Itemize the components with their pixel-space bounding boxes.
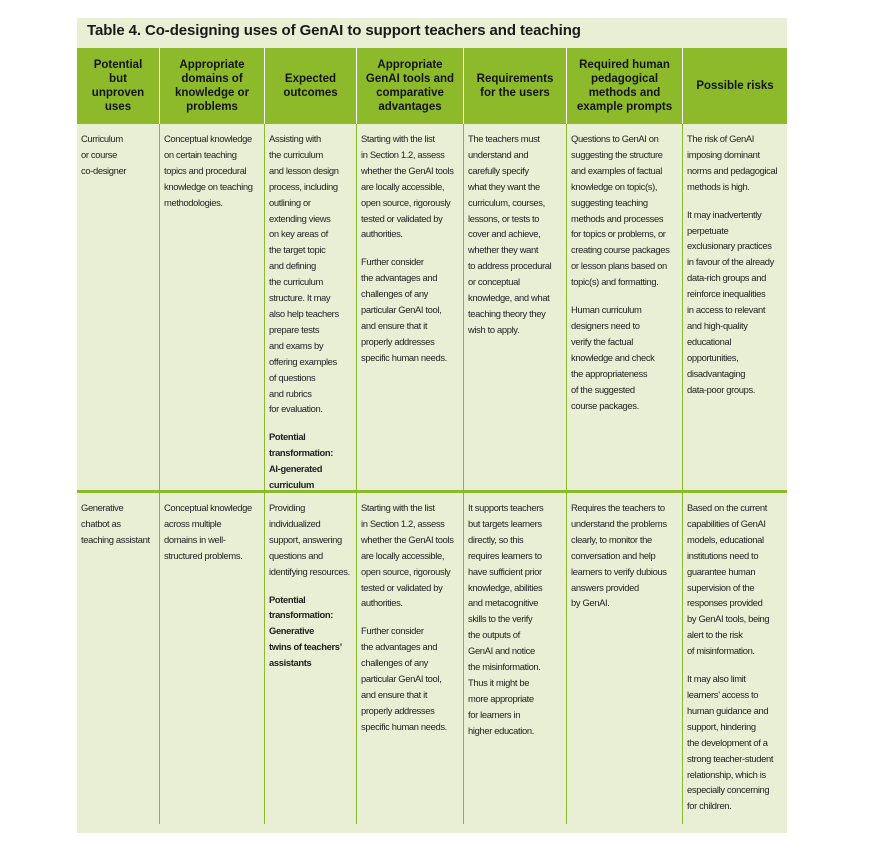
header-expected-outcomes <box>264 48 356 124</box>
cell-line: It supports teachers <box>468 502 544 513</box>
cell-line: supervision of the <box>687 581 755 593</box>
cell-line: norms and pedagogical <box>687 164 778 176</box>
header-pedagogical-methods <box>566 48 682 124</box>
cell-line: Questions to GenAI on <box>571 133 659 144</box>
cell-line: the appropriateness <box>571 367 648 379</box>
cell-line: perpetuate <box>687 224 729 236</box>
cell-line: knowledge on teaching <box>164 180 253 192</box>
cell-line: cover and achieve, <box>468 228 541 240</box>
paragraph-gap <box>269 580 353 592</box>
cell-line: challenges of any <box>361 288 429 300</box>
cell-line: domains in well- <box>164 533 226 545</box>
cell-line: Starting with the list <box>361 502 435 513</box>
cell-line: Thus it might be <box>468 676 530 688</box>
cell-line: topics and procedural <box>164 164 247 176</box>
header-line: problems <box>186 101 238 113</box>
cell-row1-potential-uses <box>77 124 159 493</box>
cell-line: Based on the current <box>687 502 768 513</box>
cell-line: clearly, to monitor the <box>571 533 652 545</box>
header-line: GenAI tools and <box>365 73 455 85</box>
paragraph-gap <box>361 611 460 623</box>
cell-line: are locally accessible, <box>361 180 445 192</box>
header-user-requirements <box>463 48 566 124</box>
header-line: comparative <box>376 87 444 99</box>
cell-line: and examples of factual <box>571 164 662 176</box>
cell-line: questions and <box>269 549 323 561</box>
cell-line: opportunities, <box>687 351 739 363</box>
cell-line: understand the problems <box>571 517 667 529</box>
cell-line: course packages. <box>571 399 639 411</box>
cell-line: the target topic <box>269 244 326 256</box>
cell-line: GenAI and notice <box>468 645 535 657</box>
cell-line: extending views <box>269 212 331 224</box>
cell-line: for learners in <box>468 708 521 720</box>
header-potential-uses <box>77 48 159 124</box>
header-line: unproven <box>91 87 145 99</box>
cell-line: the misinformation. <box>468 661 541 673</box>
cell-line: Starting with the list <box>361 133 435 144</box>
paragraph-gap <box>269 417 353 429</box>
cell-line: whether the GenAI tools <box>361 533 454 545</box>
cell-line: on key areas of <box>269 228 328 240</box>
cell-line: The risk of GenAI <box>687 133 754 144</box>
cell-line: knowledge and check <box>571 351 655 363</box>
cell-row1-knowledge-domains <box>159 124 264 493</box>
cell-line: methods and processes <box>571 212 664 224</box>
cell-line: properly addresses <box>361 335 435 347</box>
header-line: example prompts <box>576 101 673 113</box>
cell-line: of the suggested <box>571 383 635 395</box>
cell-row2-pedagogical-methods <box>566 493 682 824</box>
cell-line: lessons, or tests to <box>468 212 540 224</box>
cell-line: AI-generated <box>269 463 323 475</box>
cell-line: offering examples <box>269 355 337 367</box>
cell-line: tested or validated by <box>361 581 443 593</box>
header-possible-risks <box>682 48 787 124</box>
cell-line: for evaluation. <box>269 403 323 415</box>
cell-row2-knowledge-domains <box>159 493 264 824</box>
cell-line: designers need to <box>571 319 640 331</box>
cell-row1-expected-outcomes <box>264 124 356 493</box>
cell-line: the curriculum <box>269 148 323 160</box>
header-line: domains of <box>181 73 243 85</box>
cell-line: Assisting with <box>269 133 321 144</box>
cell-line: verify the factual <box>571 335 633 347</box>
cell-line: capabilities of GenAI <box>687 517 766 529</box>
paragraph-gap <box>687 659 784 671</box>
table-title: Table 4. Co-designing uses of GenAI to support teachers and teaching <box>87 22 581 39</box>
cell-line: have sufficient prior <box>468 565 542 577</box>
header-line: Possible risks <box>696 80 774 92</box>
cell-line: Potential <box>269 593 306 605</box>
cell-line: also help teachers <box>269 307 339 319</box>
cell-line: exclusionary practices <box>687 240 772 252</box>
cell-line: twins of teachers’ <box>269 641 342 653</box>
cell-line: suggesting the structure <box>571 148 663 160</box>
cell-line: understand and <box>468 148 529 160</box>
cell-line: across multiple <box>164 517 222 529</box>
header-line: outcomes <box>283 87 338 99</box>
cell-line: the advantages and <box>361 272 438 284</box>
cell-row2-expected-outcomes <box>264 493 356 824</box>
cell-line: methods is high. <box>687 180 750 192</box>
cell-line: especially concerning <box>687 784 770 796</box>
cell-line: open source, rigorously <box>361 196 451 208</box>
cell-line: skills to the verify <box>468 613 533 625</box>
cell-line: relationship, which is <box>687 768 766 780</box>
cell-line: directly, so this <box>468 533 524 545</box>
cell-line: process, including <box>269 180 338 192</box>
cell-line: for children. <box>687 800 732 812</box>
header-line: knowledge or <box>174 87 250 99</box>
cell-line: tested or validated by <box>361 212 443 224</box>
cell-line: learners to verify dubious <box>571 565 667 577</box>
cell-line: institutions need to <box>687 549 759 561</box>
cell-row2-possible-risks <box>682 493 787 824</box>
cell-line: assistants <box>269 657 312 669</box>
cell-line: creating course packages <box>571 244 670 256</box>
header-line: advantages <box>378 101 442 113</box>
paragraph-gap <box>687 195 784 207</box>
cell-line: and ensure that it <box>361 319 428 331</box>
header-line: Appropriate <box>377 59 443 71</box>
header-line: Required human <box>579 59 670 71</box>
header-line: Potential <box>93 59 143 71</box>
cell-line: methodologies. <box>164 196 223 208</box>
cell-line: Generative <box>269 625 314 637</box>
cell-line: in favour of the already <box>687 256 774 268</box>
cell-line: support, answering <box>269 533 342 545</box>
cell-line: authorities. <box>361 228 403 240</box>
cell-line: higher education. <box>468 724 534 736</box>
cell-row2-genai-tools <box>356 493 463 824</box>
cell-line: transformation: <box>269 447 334 459</box>
cell-line: strong teacher-student <box>687 752 774 764</box>
cell-line: learners’ access to <box>687 688 759 700</box>
cell-line: whether the GenAI tools <box>361 164 454 176</box>
cell-line: conversation and help <box>571 549 656 561</box>
cell-row2-potential-uses <box>77 493 159 824</box>
cell-row2-user-requirements <box>463 493 566 824</box>
cell-line: data-rich groups and <box>687 272 766 284</box>
cell-line: reinforce inequalities <box>687 288 766 300</box>
cell-line: what they want the <box>468 180 540 192</box>
cell-line: Further consider <box>361 625 424 637</box>
header-knowledge-domains <box>159 48 264 124</box>
cell-line: properly addresses <box>361 704 435 716</box>
cell-line: structured problems. <box>164 549 243 561</box>
cell-line: topic(s) and formatting. <box>571 276 659 288</box>
cell-line: whether they want <box>468 244 539 256</box>
cell-line: in Section 1.2, assess <box>361 517 445 529</box>
cell-line: the development of a <box>687 736 768 748</box>
cell-line: suggesting teaching <box>571 196 648 208</box>
cell-line: Providing <box>269 502 305 513</box>
cell-line: or course <box>81 148 117 160</box>
cell-line: are locally accessible, <box>361 549 445 561</box>
cell-line: and lesson design <box>269 164 339 176</box>
co-designing-table <box>77 48 787 824</box>
header-line: uses <box>104 101 132 113</box>
cell-line: chatbot as <box>81 517 121 529</box>
header-line: Expected <box>284 73 337 85</box>
cell-line: teaching theory they <box>468 307 546 319</box>
cell-line: It may also limit <box>687 673 746 685</box>
cell-row1-user-requirements <box>463 124 566 493</box>
cell-line: open source, rigorously <box>361 565 451 577</box>
cell-line: Requires the teachers to <box>571 502 665 513</box>
cell-line: models, educational <box>687 533 764 545</box>
cell-line: Human curriculum <box>571 304 642 316</box>
header-line: pedagogical <box>590 73 659 85</box>
cell-line: data-poor groups. <box>687 383 756 395</box>
header-genai-tools <box>356 48 463 124</box>
cell-row1-genai-tools <box>356 124 463 493</box>
cell-line: on certain teaching <box>164 148 237 160</box>
cell-line: Curriculum <box>81 133 123 144</box>
cell-line: in Section 1.2, assess <box>361 148 445 160</box>
cell-line: imposing dominant <box>687 148 760 160</box>
cell-line: or lesson plans based on <box>571 260 667 272</box>
cell-line: curriculum <box>269 479 314 491</box>
cell-line: more appropriate <box>468 692 534 704</box>
cell-line: but targets learners <box>468 517 542 529</box>
cell-line: alert to the risk <box>687 629 743 641</box>
cell-line: disadvantaging <box>687 367 746 379</box>
cell-line: authorities. <box>361 597 403 609</box>
cell-line: Generative <box>81 502 124 513</box>
cell-line: transformation: <box>269 609 334 621</box>
cell-line: particular GenAI tool, <box>361 673 442 685</box>
cell-line: for topics or problems, or <box>571 228 666 240</box>
header-line: Appropriate <box>179 59 245 71</box>
cell-line: carefully specify <box>468 164 529 176</box>
cell-line: structure. It may <box>269 292 331 304</box>
cell-line: support, hindering <box>687 720 756 732</box>
cell-line: Conceptual knowledge <box>164 502 252 513</box>
cell-line: identifying resources. <box>269 565 350 577</box>
cell-line: knowledge, abilities <box>468 581 543 593</box>
cell-line: by GenAI. <box>571 597 610 609</box>
cell-line: answers provided <box>571 581 639 593</box>
cell-line: Potential <box>269 431 306 443</box>
cell-line: outlining or <box>269 196 311 208</box>
cell-line: specific human needs. <box>361 720 447 732</box>
cell-line: the outputs of <box>468 629 520 641</box>
cell-line: individualized <box>269 517 321 529</box>
cell-line: knowledge, and what <box>468 292 550 304</box>
cell-line: Further consider <box>361 256 424 268</box>
cell-line: guarantee human <box>687 565 756 577</box>
cell-line: by GenAI tools, being <box>687 613 770 625</box>
cell-line: The teachers must <box>468 133 540 144</box>
cell-line: human guidance and <box>687 704 769 716</box>
cell-line: and metacognitive <box>468 597 539 609</box>
cell-line: to address procedural <box>468 260 552 272</box>
cell-line: teaching assistant <box>81 533 150 545</box>
cell-line: Conceptual knowledge <box>164 133 252 144</box>
cell-line: and rubrics <box>269 387 312 399</box>
cell-line: It may inadvertently <box>687 208 762 220</box>
header-line: but <box>109 73 127 85</box>
cell-row1-possible-risks <box>682 124 787 493</box>
cell-row1-pedagogical-methods <box>566 124 682 493</box>
cell-line: curriculum, courses, <box>468 196 545 208</box>
cell-line: knowledge on topic(s), <box>571 180 658 192</box>
header-line: methods and <box>588 87 661 99</box>
header-line: Requirements <box>476 73 554 85</box>
cell-line: of misinformation. <box>687 645 755 657</box>
cell-line: or conceptual <box>468 276 520 288</box>
cell-line: specific human needs. <box>361 351 447 363</box>
cell-line: and ensure that it <box>361 688 428 700</box>
cell-line: responses provided <box>687 597 763 609</box>
cell-line: and defining <box>269 260 316 272</box>
cell-line: educational <box>687 335 732 347</box>
cell-line: in access to relevant <box>687 304 766 316</box>
cell-line: the curriculum <box>269 276 323 288</box>
cell-line: requires learners to <box>468 549 542 561</box>
cell-line: of questions <box>269 371 316 383</box>
cell-line: particular GenAI tool, <box>361 304 442 316</box>
cell-line: the advantages and <box>361 641 438 653</box>
cell-line: co-designer <box>81 164 127 176</box>
cell-line: and high-quality <box>687 319 748 331</box>
cell-line: prepare tests <box>269 323 320 335</box>
cell-line: and exams by <box>269 339 324 351</box>
paragraph-gap <box>571 290 679 302</box>
paragraph-gap <box>361 242 460 254</box>
cell-line: challenges of any <box>361 657 429 669</box>
header-line: for the users <box>480 87 550 99</box>
cell-line: wish to apply. <box>468 323 520 335</box>
